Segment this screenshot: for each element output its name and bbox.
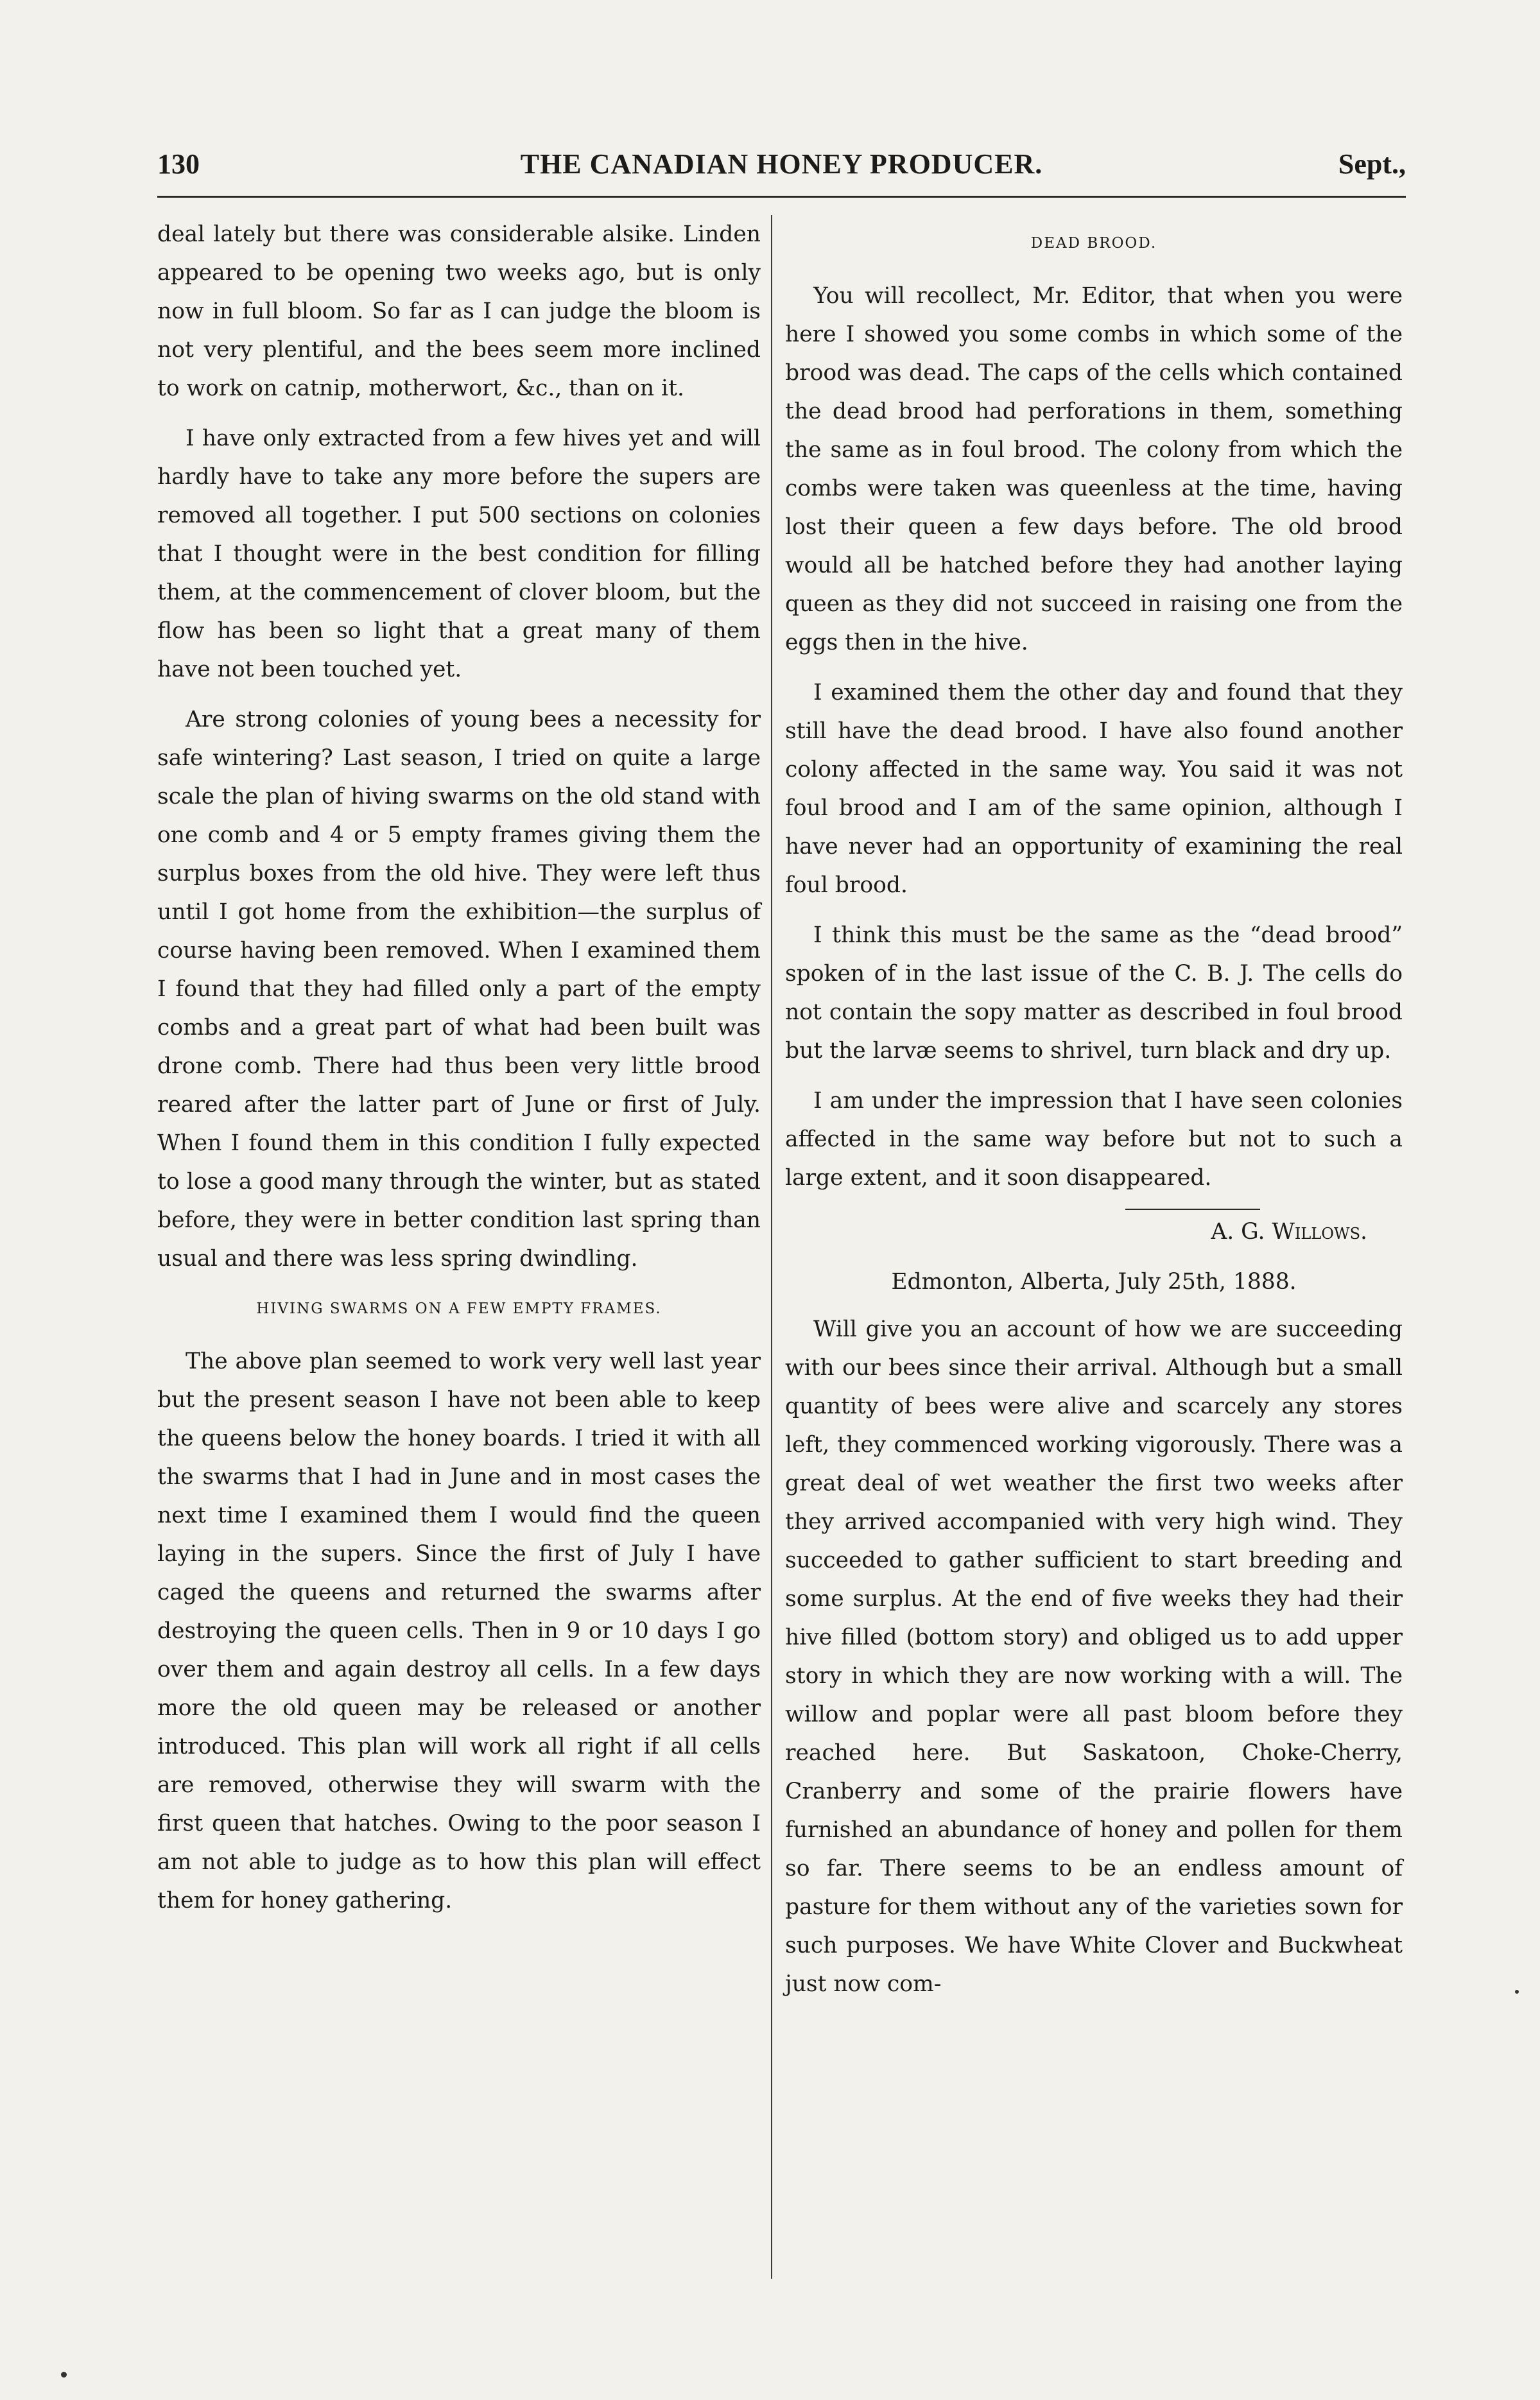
section-heading: HIVING SWARMS ON A FEW EMPTY FRAMES. <box>256 1300 662 1317</box>
running-header <box>157 148 1406 193</box>
scan-speck <box>1515 1990 1519 1994</box>
paragraph: I examined them the other day and found that they still have the dead brood. I have also found another colony affected in the same way. You said it was not foul brood and I am of the same opinion, although I have never had an opportunity of examining the real foul brood. <box>785 680 1403 898</box>
paragraph: Are strong colonies of young bees a necessity for safe wintering? Last season, I tried on quite a large scale the plan of hiving swarms on the old stand with one comb and 4 or 5 empty frames giving them the surplus boxes from the old hive. They were left thus until I got home from the exhibition—the surplus of course having been removed. When I examined them I found that they had filled only a part of the empty combs and a great part of what had been built was drone comb. There had thus been very little brood reared after the latter part of June or first of July. When I found them in this condition I fully expected to lose a good many through the winter, but as stated before, they were in better condition last spring than usual and there was less spring dwindling. <box>157 707 761 1272</box>
column-divider <box>771 215 772 2279</box>
scan-speck <box>61 2372 67 2378</box>
journal-title: THE CANADIAN HONEY PRODUCER. <box>520 148 1043 180</box>
paragraph: I think this must be the same as the “dead brood” spoken of in the last issue of the C. B. J. The cells do not contain the sopy matter as described in foul brood but the larvæ seems to shrivel, turn black and dry up. <box>785 922 1403 1064</box>
author-signature: A. G. Willows. <box>1211 1219 1367 1245</box>
paragraph: I am under the impression that I have seen colonies affected in the same way before but not to such a large extent, and it soon disappeared. <box>785 1088 1403 1191</box>
issue-month: Sept., <box>1338 148 1406 180</box>
paragraph: I have only extracted from a few hives yet and will hardly have to take any more before the supers are removed all together. I put 500 sections on colonies that I thought were in the best condition for filling them, at the commencement of clover bloom, but the flow has been so light that a great many of them have not been touched yet. <box>157 426 761 682</box>
paragraph: The above plan seemed to work very well last year but the present season I have not been able to keep the queens below the honey boards. I tried it with all the swarms that I had in June and in most cases the next time I examined them I would find the queen laying in the supers. Since the first of July I have caged the queens and returned the swarms after destroying the queen cells. Then in 9 or 10 days I go over them and again destroy all cells. In a few days more the old queen may be released or another introduced. This plan will work all right if all cells are removed, otherwise they will swarm with the first queen that hatches. Owing to the poor season I am not able to judge as to how this plan will effect them for honey gathering. <box>157 1349 761 1913</box>
paragraph: Will give you an account of how we are succeeding with our bees since their arrival. Although but a small quantity of bees were alive and scarcely any stores left, they commenced working vigorously. There was a great deal of wet weather the first two weeks after they arrived accompanied with very high wind. They succeeded to gather sufficient to start breeding and some surplus. At the end of five weeks they had their hive filled (bottom story) and obliged us to add upper story in which they are now working with a will. The willow and poplar were all past bloom before they reached here. But Saskatoon, Choke-Cherry, Cranberry and some of the prairie flowers have furnished an abundance of honey and pollen for them so far. There seems to be an endless amount of pasture for them without any of the varieties sown for such purposes. We have White Clover and Buckwheat just now com- <box>785 1317 1403 1997</box>
paragraph: deal lately but there was considerable alsike. Linden appeared to be opening two weeks ago, but is only now in full bloom. So far as I can judge the bloom is not very plentiful, and the bees seem more inclined to work on catnip, motherwort, &c., than on it. <box>157 221 761 401</box>
right-column <box>785 215 1403 2015</box>
section-heading: DEAD BROOD. <box>1030 235 1157 252</box>
header-rule <box>157 196 1406 198</box>
dateline: Edmonton, Alberta, July 25th, 1888. <box>891 1269 1297 1295</box>
page-number: 130 <box>157 148 200 180</box>
signature-rule <box>1125 1209 1260 1210</box>
left-column <box>157 215 761 1931</box>
paragraph: You will recollect, Mr. Editor, that when you were here I showed you some combs in which some of the brood was dead. The caps of the cells which contained the dead brood had perforations in them, something the same as in foul brood. The colony from which the combs were taken was queenless at the time, having lost their queen a few days before. The old brood would all be hatched before they had another laying queen as they did not succeed in raising one from the eggs then in the hive. <box>785 283 1403 655</box>
